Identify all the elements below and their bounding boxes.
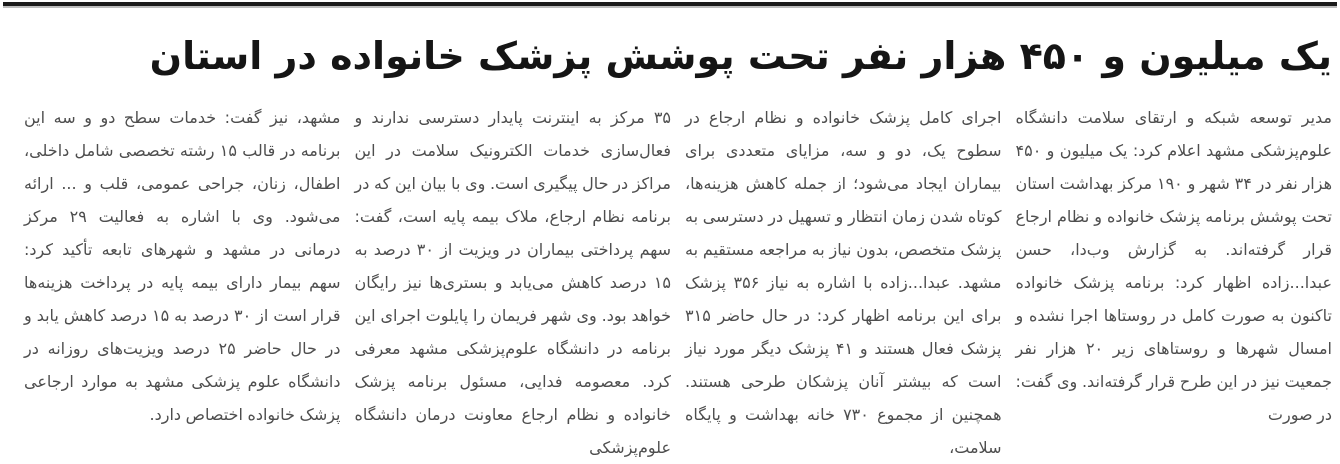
article-column-4: مشهد، نیز گفت: خدمات سطح دو و سه این برنامه در قالب ۱۵ رشته تخصصی شامل داخلی، اطفال، زنان، جراحی عمومی، قلب و ... ارائه می‌شود. وی با اشاره به فعالیت ۲۹ مرکز درمانی در مشهد و شهرهای تابعه تأکید کرد: سهم بیمار دارای بیمه پایه در پرداخت هزینه‌ها قرار است از ۳۰ درصد به ۱۵ درصد کاهش یابد و در حال حاضر ۲۵ درصد ویزیت‌های روزانه در دانشگاه علوم پزشکی مشهد به موارد ارجاعی پزشک خانواده اختصاص دارد. — [24, 108, 341, 425]
article-column-2: اجرای کامل پزشک خانواده و نظام ارجاع در سطوح یک، دو و سه، مزایای متعددی برای بیماران ایجاد می‌شود؛ از جمله کاهش هزینه‌ها، کوتاه شدن زمان انتظار و تسهیل در دسترسی به پزشک متخصص، بدون نیاز به مراجعه مستقیم به مشهد. عبدا...زاده با اشاره به نیاز ۳۵۶ پزشک برای این برنامه اظهار کرد: در حال حاضر ۳۱۵ پزشک فعال هستند و ۴۱ پزشک دیگر مورد نیاز است که بیشتر آنان پزشکان طرحی هستند. همچنین از مجموع ۷۳۰ خانه بهداشت و پایگاه سلامت، — [685, 108, 1002, 458]
article-body — [24, 101, 1332, 464]
article-column-3: ۳۵ مرکز به اینترنت پایدار دسترسی ندارند و فعال‌سازی خدمات الکترونیک سلامت در این مراکز در حال پیگیری است. وی با بیان این که در برنامه نظام ارجاع، ملاک بیمه پایه است، گفت: سهم پرداختی بیماران در ویزیت از ۳۰ درصد به ۱۵ درصد کاهش می‌یابد و بستری‌ها نیز رایگان خواهد بود. وی شهر فریمان را پایلوت اجرای این برنامه در دانشگاه علوم‌پزشکی مشهد معرفی کرد. معصومه فدایی، مسئول برنامه پزشک خانواده و نظام ارجاع معاونت درمان دانشگاه علوم‌پزشکی — [354, 108, 671, 458]
article-column-1: مدیر توسعه شبکه و ارتقای سلامت دانشگاه علوم‌پزشکی مشهد اعلام کرد: یک میلیون و ۴۵۰ هزار نفر در ۳۴ شهر و ۱۹۰ مرکز بهداشت استان تحت پوشش برنامه پزشک خانواده و نظام ارجاع قرار گرفته‌اند. به گزارش وب‌دا، حسن عبدا...زاده اظهار کرد: برنامه پزشک خانواده تاکنون به صورت کامل در روستاها اجرا نشده و امسال شهرها و روستاهای زیر ۲۰ هزار نفر جمعیت نیز در این طرح قرار گرفته‌اند. وی گفت: در صورت — [1015, 108, 1333, 425]
newspaper-clipping — [0, 2, 1340, 458]
headline: یک میلیون و ۴۵۰ هزار نفر تحت پوشش پزشک خانواده در استان — [149, 34, 1332, 78]
top-rule — [3, 2, 1337, 8]
